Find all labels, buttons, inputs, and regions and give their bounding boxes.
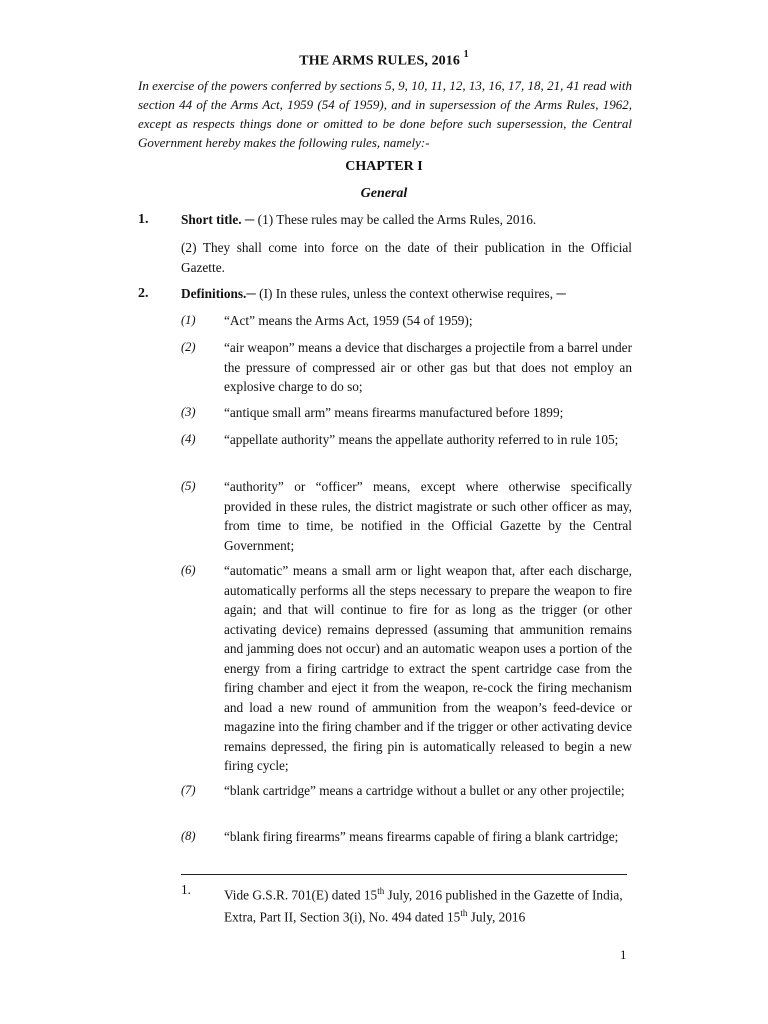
definition-number: (2) [181,340,196,354]
definition-text: “blank cartridge” means a cartridge without a bullet or any other projectile; [224,783,625,798]
footnote-superscript: th [460,908,468,919]
definition-number: (5) [181,479,196,493]
section-number: 1. [138,212,149,227]
section-paragraph: (2) They shall come into force on the date of their publication in the Official Gazette. [181,240,632,275]
footnote-number: 1. [181,882,191,897]
chapter-subtitle: General [360,186,408,201]
preamble: In exercise of the powers conferred by sections 5, 9, 10, 11, 12, 13, 16, 17, 18, 21, 41 read with section 44 of the Arms Act, 1959 (54 of 1959), and in supersession of the Arms Rules, 1962, except as respects things done or omitted to be done before such supersession, the Central Government hereby makes the following rules, namely:- [138,78,632,150]
footnote-separator [181,874,627,875]
definition-text: “antique small arm” means firearms manufactured before 1899; [224,405,564,420]
document-title [0,51,768,70]
footnote-superscript: th [377,886,385,896]
footnote-part: July, 2016 published in the Gazette of India, Extra, Part II, Section 3(i), No. 494 dated 15 [224,887,623,925]
definition-number: (7) [181,783,196,797]
definition-text: “Act” means the Arms Act, 1959 (54 of 1959); [224,313,473,328]
footnote-text [224,882,634,927]
section-heading: Short title. [181,212,242,227]
definition-text: “authority” or “officer” means, except where otherwise specifically provided in these rules, the district magistrate or such other officer as may, from time to time, be notified in the Official Gazette by the Central Government; [224,479,632,553]
section-number: 2. [138,286,149,301]
section-text: ─ (1) These rules may be called the Arms Rules, 2016. [241,212,537,227]
chapter-heading: CHAPTER I [345,159,423,174]
definition-text: “blank firing firearms” means firearms capable of firing a blank cartridge; [224,829,619,844]
page-number: 1 [620,947,627,962]
definition-number: (6) [181,563,196,577]
definition-number: (1) [181,313,196,327]
definition-number: (4) [181,432,196,446]
definition-text: “appellate authority” means the appellate authority referred to in rule 105; [224,432,619,447]
title-footnote-ref[interactable]: 1 [463,49,469,60]
section-heading: Definitions. [181,286,247,301]
definition-number: (8) [181,829,196,843]
footnote-part: July, 2016 [467,909,526,925]
definition-text: “automatic” means a small arm or light weapon that, after each discharge, automatically performs all the steps necessary to prepare the weapon to fire again; and that will continue to fire for as long as the trigger (or other activating device) remains depressed (assuming that ammunition remains and jamming does not occur) and an automatic weapon uses a portion of the energy from a firing cartridge to extract the spent cartridge case from the firing chamber and eject it from the weapon, re-cock the firing mechanism and load a new round of ammunition from the weapon’s feed-device or magazine into the firing chamber and if the trigger or other activating device remains depressed, the firing pin is automatically released to begin a new firing cycle; [224,563,632,773]
section-text: ─ (I) In these rules, unless the context otherwise requires, ─ [246,286,566,301]
definition-text: “air weapon” means a device that discharges a projectile from a barrel under the pressure of compressed air or other gas but that does not employ an explosive charge to do so; [224,340,632,394]
section-short-title [181,210,632,230]
definition-number: (3) [181,405,196,419]
footnote-part: Vide G.S.R. 701(E) dated 15 [224,887,378,903]
section-definitions [181,284,632,304]
title-text: THE ARMS RULES, 2016 [299,53,460,69]
